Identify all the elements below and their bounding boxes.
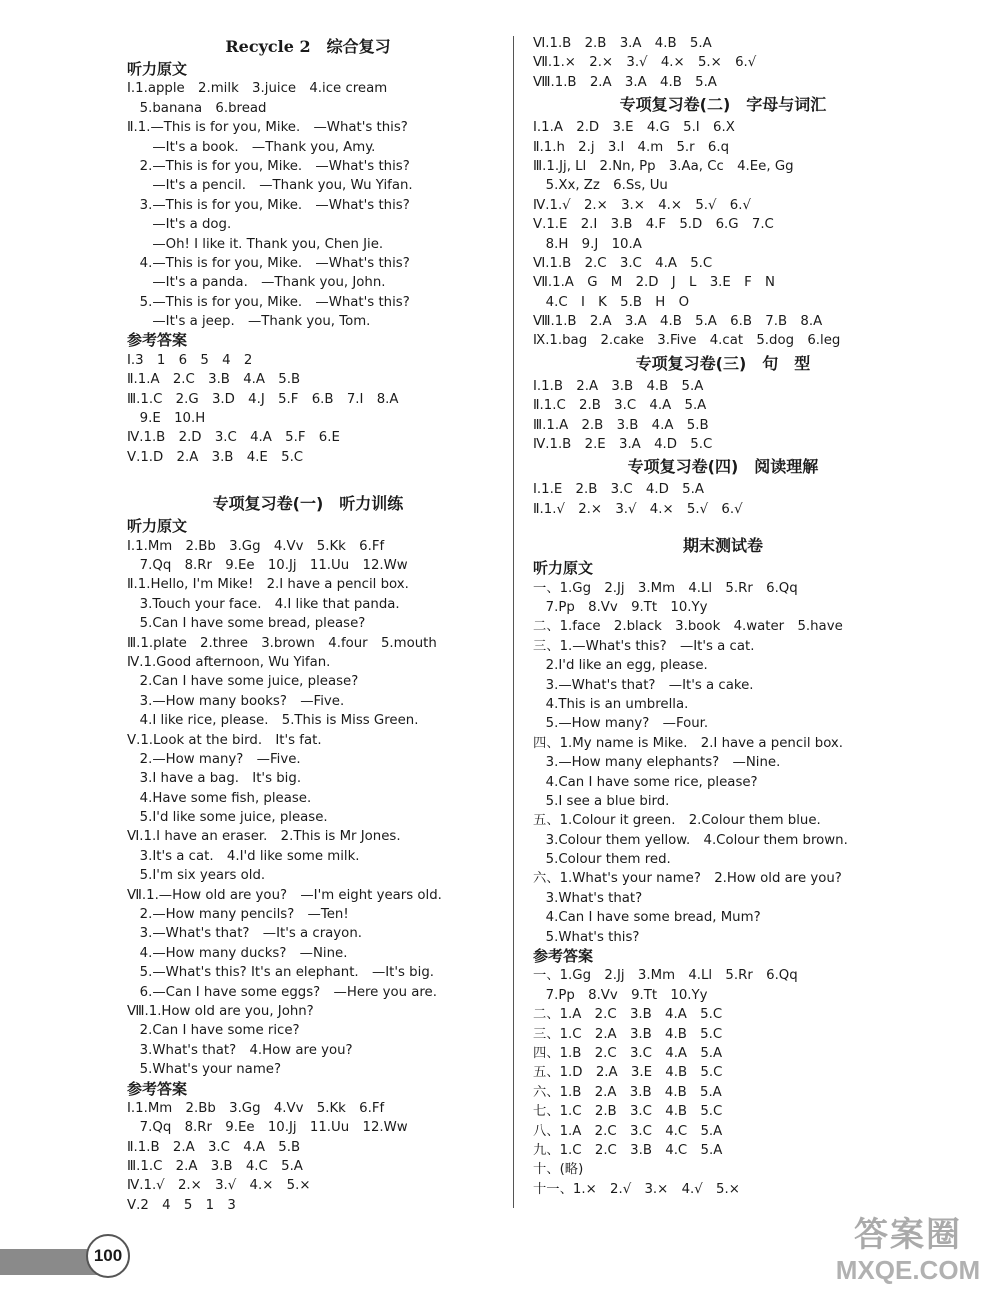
section-title: 专项复习卷(三) 句 型 — [635, 353, 811, 373]
answer-line: 3.—How many elephants? —Nine. — [533, 755, 781, 771]
answer-line: 3.What's that? — [533, 890, 643, 906]
answer-line: 五、1.Colour it green. 2.Colour them blue. — [533, 813, 821, 829]
answer-line: Ⅴ.1.Look at the bird. It's fat. — [127, 732, 322, 748]
answer-line: Ⅷ.1.B 2.A 3.A 4.B 5.A — [533, 74, 717, 90]
answer-line: 8.H 9.J 10.A — [533, 236, 642, 252]
answer-line: Ⅲ.1.plate 2.three 3.brown 4.four 5.mouth — [127, 635, 437, 651]
answer-line: 3.Colour them yellow. 4.Colour them brown. — [533, 832, 848, 848]
answer-line: 十一、1.× 2.√ 3.× 4.√ 5.× — [533, 1181, 740, 1197]
answer-line: Ⅶ.1.—How old are you? —I'm eight years old. — [127, 887, 442, 903]
answer-line: Ⅲ.1.C 2.G 3.D 4.J 5.F 6.B 7.I 8.A — [127, 391, 399, 407]
answer-line: 三、1.C 2.A 3.B 4.B 5.C — [533, 1026, 723, 1042]
answer-line: 3.—How many books? —Five. — [127, 693, 345, 709]
answer-line: 4.This is an umbrella. — [533, 696, 689, 712]
answer-line: 2.—How many? —Five. — [127, 751, 301, 767]
answer-line: Ⅵ.1.B 2.C 3.C 4.A 5.C — [533, 255, 713, 271]
answer-line: Ⅶ.1.A G M 2.D J L 3.E F N — [533, 275, 775, 291]
answer-line: 六、1.What's your name? 2.How old are you? — [533, 871, 842, 887]
answer-line: 3.—This is for you, Mike. —What's this? — [127, 197, 410, 213]
answer-line: —It's a dog. — [127, 217, 232, 233]
answer-line: 4.Can I have some bread, Mum? — [533, 910, 761, 926]
answer-line: 3.—What's that? —It's a cake. — [533, 677, 754, 693]
answer-line: Ⅱ.1.B 2.A 3.C 4.A 5.B — [127, 1139, 301, 1155]
answer-line: Ⅱ.1.√ 2.× 3.√ 4.× 5.√ 6.√ — [533, 501, 743, 517]
answer-line: 5.—This is for you, Mike. —What's this? — [127, 294, 410, 310]
right-column — [533, 34, 913, 1199]
answer-line: 5.I see a blue bird. — [533, 793, 670, 809]
answer-line: 5.—What's this? It's an elephant. —It's big. — [127, 965, 434, 981]
answer-line: 4.C I K 5.B H O — [533, 294, 690, 310]
answer-line: —It's a jeep. —Thank you, Tom. — [127, 314, 371, 330]
answer-line: Ⅲ.1.A 2.B 3.B 4.A 5.B — [533, 417, 709, 433]
answer-line: Ⅷ.1.B 2.A 3.A 4.B 5.A 6.B 7.B 8.A — [533, 314, 823, 330]
answer-line: 八、1.A 2.C 3.C 4.C 5.A — [533, 1123, 723, 1139]
answer-line: Ⅱ.1.A 2.C 3.B 4.A 5.B — [127, 372, 301, 388]
section-title: Recycle 2 综合复习 — [225, 37, 391, 56]
answer-line: 2.—This is for you, Mike. —What's this? — [127, 158, 410, 174]
answer-line: Ⅴ.1.D 2.A 3.B 4.E 5.C — [127, 449, 304, 465]
answer-line: 5.I'm six years old. — [127, 868, 266, 884]
section-subheading: 听力原文 — [127, 517, 188, 536]
answer-line: 9.E 10.H — [127, 411, 206, 427]
answer-line: Ⅰ.1.E 2.B 3.C 4.D 5.A — [533, 482, 704, 498]
answer-line: Ⅶ.1.× 2.× 3.√ 4.× 5.× 6.√ — [533, 55, 757, 71]
answer-line: 四、1.B 2.C 3.C 4.A 5.A — [533, 1045, 723, 1061]
answer-line: —It's a book. —Thank you, Amy. — [127, 139, 376, 155]
answer-line: 5.What's your name? — [127, 1062, 282, 1078]
answer-line: 2.Can I have some rice? — [127, 1023, 300, 1039]
answer-line: 一、1.Gg 2.Jj 3.Mm 4.Ll 5.Rr 6.Qq — [533, 968, 798, 984]
answer-line: Ⅰ.3 1 6 5 4 2 — [127, 352, 253, 368]
answer-line: 二、1.A 2.C 3.B 4.A 5.C — [533, 1007, 723, 1023]
answer-line: Ⅰ.1.Mm 2.Bb 3.Gg 4.Vv 5.Kk 6.Ff — [127, 1100, 385, 1116]
section-title: 专项复习卷(四) 阅读理解 — [627, 457, 819, 477]
answer-line: 十、(略) — [533, 1162, 584, 1178]
answer-line: Ⅰ.1.apple 2.milk 3.juice 4.ice cream — [127, 81, 388, 97]
answer-line: 六、1.B 2.A 3.B 4.B 5.A — [533, 1084, 722, 1100]
section-subheading: 参考答案 — [127, 1079, 188, 1098]
answer-line: 二、1.face 2.black 3.book 4.water 5.have — [533, 619, 843, 635]
section-title: 专项复习卷(一) 听力训练 — [212, 494, 404, 514]
answer-line: Ⅰ.1.B 2.A 3.B 4.B 5.A — [533, 378, 704, 394]
answer-line: Ⅳ.1.√ 2.× 3.× 4.× 5.√ 6.√ — [533, 197, 751, 213]
answer-line: 五、1.D 2.A 3.E 4.B 5.C — [533, 1065, 723, 1081]
answer-line: 7.Pp 8.Vv 9.Tt 10.Yy — [533, 987, 708, 1003]
answer-line: Ⅱ.1.Hello, I'm Mike! 2.I have a pencil box. — [127, 577, 409, 593]
answer-line: 2.Can I have some juice, please? — [127, 674, 359, 690]
watermark-bottom-text: MXQE.COM — [835, 1255, 981, 1285]
answer-line: Ⅳ.1.√ 2.× 3.√ 4.× 5.× — [127, 1178, 311, 1194]
answer-line: 7.Qq 8.Rr 9.Ee 10.Jj 11.Uu 12.Ww — [127, 557, 408, 573]
answer-line: —It's a pencil. —Thank you, Wu Yifan. — [127, 178, 413, 194]
answer-line: 三、1.—What's this? —It's a cat. — [533, 638, 755, 654]
section-subheading: 参考答案 — [533, 947, 594, 966]
answer-line: Ⅵ.1.B 2.B 3.A 4.B 5.A — [533, 36, 712, 51]
watermark-logo — [818, 1215, 998, 1291]
answer-line: 5.banana 6.bread — [127, 100, 267, 116]
answer-line: 3.—What's that? —It's a crayon. — [127, 926, 362, 942]
left-column — [127, 34, 489, 1215]
answer-line: 5.Can I have some bread, please? — [127, 616, 366, 632]
answer-line: Ⅸ.1.bag 2.cake 3.Five 4.cat 5.dog 6.leg — [533, 333, 841, 349]
answer-line: 6.—Can I have some eggs? —Here you are. — [127, 984, 437, 1000]
answer-line: 4.—How many ducks? —Nine. — [127, 945, 348, 961]
answer-line: Ⅱ.1.h 2.j 3.l 4.m 5.r 6.q — [533, 139, 730, 155]
answer-line: 5.—How many? —Four. — [533, 716, 709, 732]
answer-line: 5.Xx, Zz 6.Ss, Uu — [533, 178, 668, 194]
answer-line: 7.Pp 8.Vv 9.Tt 10.Yy — [533, 599, 708, 615]
answer-line: 5.What's this? — [533, 929, 640, 945]
section-subheading: 参考答案 — [127, 331, 188, 350]
answer-line: Ⅳ.1.B 2.E 3.A 4.D 5.C — [533, 437, 713, 453]
answer-line: 一、1.Gg 2.Jj 3.Mm 4.Ll 5.Rr 6.Qq — [533, 580, 798, 596]
answer-line: Ⅰ.1.A 2.D 3.E 4.G 5.I 6.X — [533, 120, 735, 136]
section-subheading: 听力原文 — [533, 559, 594, 578]
answer-line: —Oh! I like it. Thank you, Chen Jie. — [127, 236, 384, 252]
answer-line: Ⅷ.1.How old are you, John? — [127, 1003, 314, 1019]
answer-line: Ⅱ.1.C 2.B 3.C 4.A 5.A — [533, 398, 707, 414]
section-title: 期末测试卷 — [682, 536, 763, 556]
answer-line: Ⅱ.1.—This is for you, Mike. —What's this? — [127, 120, 408, 136]
answer-line: 5.I'd like some juice, please. — [127, 810, 328, 826]
answer-line: Ⅲ.1.Jj, Ll 2.Nn, Pp 3.Aa, Cc 4.Ee, Gg — [533, 158, 794, 174]
answer-line: Ⅰ.1.Mm 2.Bb 3.Gg 4.Vv 5.Kk 6.Ff — [127, 538, 385, 554]
answer-line: Ⅴ.1.E 2.I 3.B 4.F 5.D 6.G 7.C — [533, 217, 774, 233]
answer-line: 七、1.C 2.B 3.C 4.B 5.C — [533, 1104, 723, 1120]
page-number: 100 — [86, 1234, 130, 1278]
answer-line: 2.I'd like an egg, please. — [533, 658, 708, 674]
answer-line: Ⅳ.1.Good afternoon, Wu Yifan. — [127, 654, 331, 670]
answer-line: 4.I like rice, please. 5.This is Miss Green. — [127, 713, 419, 729]
watermark-top-text: 答案圈 — [854, 1215, 962, 1255]
section-title: 专项复习卷(二) 字母与词汇 — [619, 95, 827, 115]
answer-line: Ⅲ.1.C 2.A 3.B 4.C 5.A — [127, 1159, 303, 1175]
answer-line: 4.—This is for you, Mike. —What's this? — [127, 255, 410, 271]
answer-line: —It's a panda. —Thank you, John. — [127, 275, 386, 291]
answer-line: 4.Have some fish, please. — [127, 790, 312, 806]
answer-line: 四、1.My name is Mike. 2.I have a pencil box. — [533, 735, 844, 751]
column-divider — [513, 36, 514, 1208]
answer-line: 九、1.C 2.C 3.B 4.C 5.A — [533, 1142, 723, 1158]
answer-line: 5.Colour them red. — [533, 852, 671, 868]
answer-line: 3.I have a bag. It's big. — [127, 771, 302, 787]
answer-line: 4.Can I have some rice, please? — [533, 774, 758, 790]
answer-line: 7.Qq 8.Rr 9.Ee 10.Jj 11.Uu 12.Ww — [127, 1120, 408, 1136]
section-subheading: 听力原文 — [127, 60, 188, 78]
answer-line: 3.Touch your face. 4.I like that panda. — [127, 596, 400, 612]
answer-line: Ⅵ.1.I have an eraser. 2.This is Mr Jones. — [127, 829, 401, 845]
answer-line: 3.What's that? 4.How are you? — [127, 1042, 353, 1058]
answer-line: 3.It's a cat. 4.I'd like some milk. — [127, 848, 360, 864]
answer-line: Ⅳ.1.B 2.D 3.C 4.A 5.F 6.E — [127, 430, 340, 446]
answer-line: Ⅴ.2 4 5 1 3 — [127, 1197, 236, 1213]
answer-line: 2.—How many pencils? —Ten! — [127, 907, 349, 923]
